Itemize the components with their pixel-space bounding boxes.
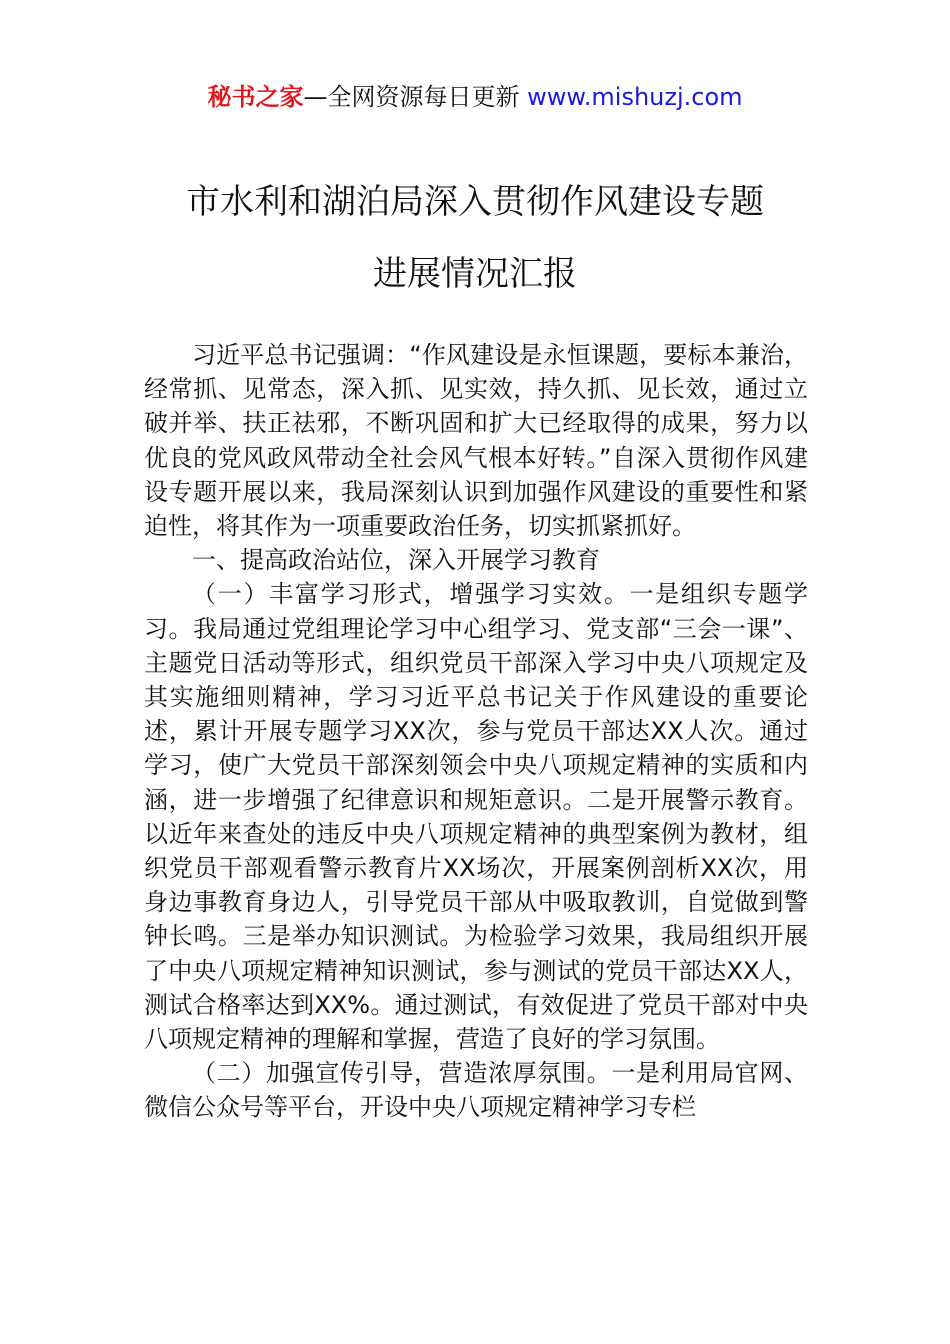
document-title-line-1: 市水利和湖泊局深入贯彻作风建设专题 (186, 182, 764, 222)
document-body (144, 338, 808, 1125)
body-paragraph-1: （一）丰富学习形式，增强学习实效。一是组织专题学习。我局通过党组理论学习中心组学习、党支部“三会一课”、主题党日活动等形式，组织党员干部深入学习中央八项规定及其实施细则精神，学习习近平总书记关于作风建设的重要论述，累计开展专题学习XX次，参与党员干部达XX人次。通过学习，使广大党员干部深刻领会中央八项规定精神的实质和内涵，进一步增强了纪律意识和规矩意识。二是开展警示教育。以近年来查处的违反中央八项规定精神的典型案例为教材，组织党员干部观看警示教育片XX场次，开展案例剖析XX次，用身边事教育身边人，引导党员干部从中吸取教训，自觉做到警钟长鸣。三是举办知识测试。为检验学习效果，我局组织开展了中央八项规定精神知识测试，参与测试的党员干部达XX人，测试合格率达到XX%。通过测试，有效促进了党员干部对中央八项规定精神的理解和掌握，营造了良好的学习氛围。 (144, 580, 808, 1054)
header-tagline: —全网资源每日更新 (303, 83, 528, 111)
site-url-link[interactable]: www.mishuzj.com (527, 83, 743, 111)
document-title-line-2: 进展情况汇报 (373, 254, 577, 294)
site-header (0, 80, 950, 114)
body-paragraph-2: （二）加强宣传引导，营造浓厚氛围。一是利用局官网、微信公众号等平台，开设中央八项规定精神学习专栏 (144, 1059, 808, 1122)
intro-paragraph: 习近平总书记强调：“作风建设是永恒课题，要标本兼治，经常抓、见常态，深入抓、见实效，持久抓、见长效，通过立破并举、扶正祛邪，不断巩固和扩大已经取得的成果，努力以优良的党风政风带动全社会风气根本好转。”自深入贯彻作风建设专题开展以来，我局深刻认识到加强作风建设的重要性和紧迫性，将其作为一项重要政治任务，切实抓紧抓好。 (144, 341, 808, 541)
section-heading-1: 一、提高政治站位，深入开展学习教育 (192, 546, 600, 575)
brand-name: 秘书之家 (207, 83, 304, 111)
